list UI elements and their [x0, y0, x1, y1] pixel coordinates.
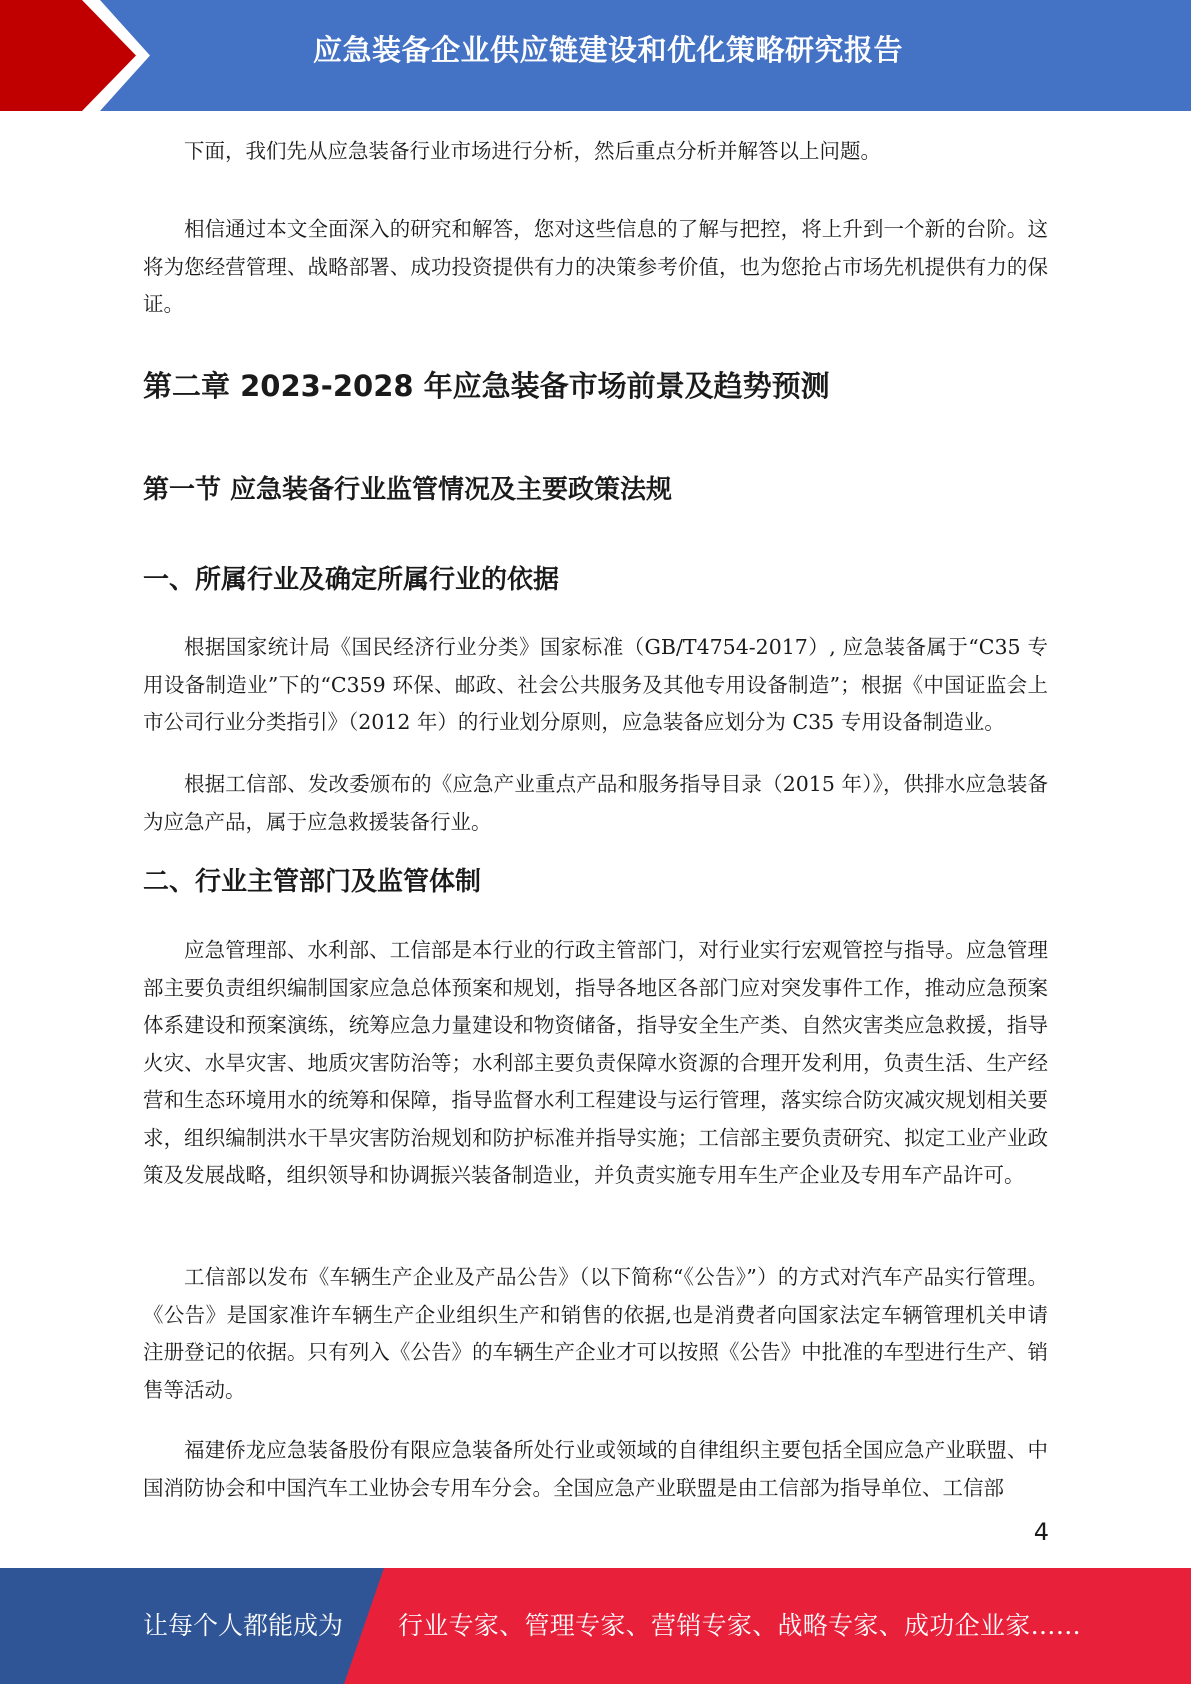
- footer-slogan-right: 行业专家、管理专家、营销专家、战略专家、成功企业家……: [398, 1611, 1082, 1640]
- paragraph-regulators: 应急管理部、水利部、工信部是本行业的行政主管部门，对行业实行宏观管控与指导。应急管理部主要负责组织编制国家应急总体预案和规划，指导各地区各部门应对突发事件工作，推动应急预案体系建设和预案演练，统筹应急力量建设和物资储备，指导安全生产类、自然灾害类应急救援，指导火灾、水旱灾害、地质灾害防治等；水利部主要负责保障水资源的合理开发利用，负责生活、生产经营和生态环境用水的统筹和保障，指导监督水利工程建设与运行管理，落实综合防灾减灾规划相关要求，组织编制洪水干旱灾害防治规划和防护标准并指导实施；工信部主要负责研究、拟定工业产业政策及发展战略，组织领导和协调振兴装备制造业，并负责实施专用车生产企业及专用车产品许可。: [143, 938, 1048, 1187]
- header-title: 应急装备企业供应链建设和优化策略研究报告: [312, 33, 903, 67]
- paragraph-value: 相信通过本文全面深入的研究和解答，您对这些信息的了解与把控，将上升到一个新的台阶。这将为您经营管理、战略部署、成功投资提供有力的决策参考价值，也为您抢占市场先机提供有力的保证。: [143, 217, 1048, 316]
- subsection-title-regulation: 二、行业主管部门及监管体制: [143, 867, 482, 897]
- page-footer: [0, 1568, 1191, 1684]
- page-header: [0, 0, 1191, 111]
- paragraph-industry-classification: 根据国家统计局《国民经济行业分类》国家标准（GB/T4754-2017）, 应急装备属于“C35 专用设备制造业”下的“C359 环保、邮政、社会公共服务及其他专用设备制造”；根据《中国证监会上市公司行业分类指引》（2012 年）的行业划分原则，应急装备应划分为 C35 专用设备制造业。: [143, 635, 1048, 734]
- chapter-title: 第二章 2023-2028 年应急装备市场前景及趋势预测: [143, 369, 830, 403]
- paragraph-announcement: 工信部以发布《车辆生产企业及产品公告》（以下简称“《公告》”）的方式对汽车产品实行管理。《公告》是国家准许车辆生产企业组织生产和销售的依据,也是消费者向国家法定车辆管理机关申请注册登记的依据。只有列入《公告》的车辆生产企业才可以按照《公告》中批准的车型进行生产、销售等活动。: [143, 1265, 1048, 1402]
- section-title: 第一节 应急装备行业监管情况及主要政策法规: [143, 475, 673, 505]
- footer-slogan-left: 让每个人都能成为: [143, 1611, 344, 1640]
- paragraph-self-regulatory: 福建侨龙应急装备股份有限应急装备所处行业或领域的自律组织主要包括全国应急产业联盟、中国消防协会和中国汽车工业协会专用车分会。全国应急产业联盟是由工信部为指导单位、工信部: [143, 1438, 1048, 1500]
- page-number: 4: [1033, 1518, 1049, 1546]
- paragraph-intro: 下面，我们先从应急装备行业市场进行分析，然后重点分析并解答以上问题。: [184, 139, 881, 163]
- subsection-title-industry: 一、所属行业及确定所属行业的依据: [143, 565, 560, 595]
- paragraph-product-catalog: 根据工信部、发改委颁布的《应急产业重点产品和服务指导目录（2015 年）》，供排水应急装备为应急产品，属于应急救援装备行业。: [143, 772, 1048, 834]
